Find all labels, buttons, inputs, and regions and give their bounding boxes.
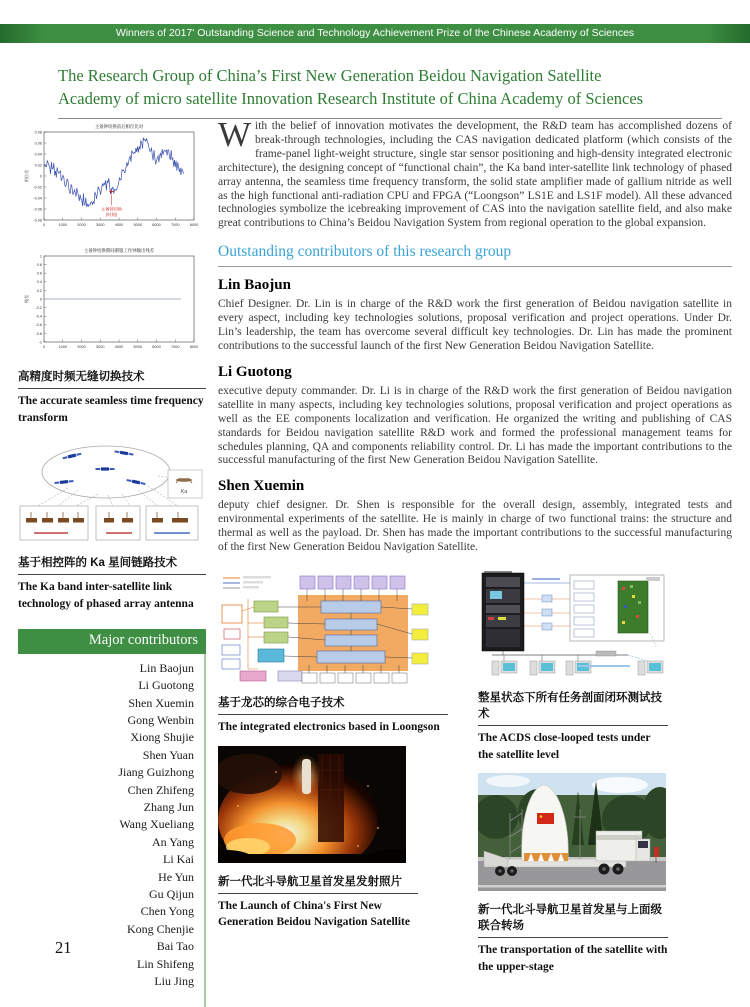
contributor-name: Bai Tao: [156, 939, 194, 954]
svg-text:1000: 1000: [58, 223, 67, 227]
page-title: [58, 64, 722, 119]
contributor-name: Gu Qijun: [149, 886, 194, 901]
contributor-bio-shen-xuemin: deputy chief designer. Dr. Shen is responsible for the overall design, assembly, integrated tests and environmental experiments of the satellite. He is mainly in charge of two functional trains: the structure and thermal as well as the payload. Dr. Shen has made the important contributions to the successful manufacturing of the first New Generation Beidou Navigation Satellite.: [218, 499, 732, 554]
svg-text:0.06: 0.06: [34, 141, 42, 146]
svg-text:7000: 7000: [171, 345, 180, 349]
contributor-bio-li-guotong: executive deputy commander. Dr. Li is in charge of the R&D work the first generation of Beidou navigation satellite in many aspects, including key technologies solutions, proposal verification and project operations as well as the EE components localization and verification. He organized the writing and publishing of CAS standards for Beidou navigation satellite R&D work and formed the professional management teams for schedules planning, QA and components reliability control. Dr. Li has made the important contributions to the successful manufacturing of the first New Generation Beidou Navigation Satellite.: [218, 384, 732, 467]
svg-text:8000: 8000: [189, 345, 199, 349]
figures-right-column: [478, 571, 668, 976]
page-title-line1: The Research Group of China’s First New Generation Beidou Navigation Satellite: [58, 66, 602, 85]
contributor-name: Liu Jing: [154, 974, 194, 988]
ka-label: Ka: [180, 489, 188, 496]
figures-grid: [218, 571, 732, 976]
timefreq-residual-chart: [18, 246, 204, 358]
loongson-block-diagram: [218, 571, 430, 684]
launch-photo: [218, 746, 406, 863]
svg-text:0.4: 0.4: [36, 280, 42, 285]
sidebar: [18, 120, 206, 1007]
svg-text:主备钟切换: 主备钟切换: [101, 206, 122, 212]
intro-paragraph: [218, 115, 732, 231]
loongson-caption: [218, 694, 448, 736]
svg-text:0.8: 0.8: [36, 263, 42, 267]
svg-text:1000: 1000: [58, 345, 67, 349]
figure2-caption: [18, 554, 206, 612]
svg-text:0.6: 0.6: [36, 271, 42, 276]
svg-text:残差: 残差: [24, 294, 29, 304]
figure2-caption-en: The Ka band inter-satellite link technology of phased array antenna: [18, 581, 194, 611]
contributor-name: Gong Wenbin: [127, 712, 194, 727]
svg-text:5000: 5000: [133, 345, 142, 349]
svg-text:2000: 2000: [77, 345, 86, 349]
svg-text:-0.6: -0.6: [35, 323, 42, 328]
acds-test-diagram: [478, 571, 668, 679]
svg-text:8000: 8000: [189, 223, 199, 227]
svg-text:-0.4: -0.4: [35, 314, 42, 319]
contributor-name: Li Kai: [163, 852, 194, 867]
transport-caption-zh: 新一代北斗导航卫星首发星与上面级联合转场: [478, 901, 668, 938]
svg-text:5000: 5000: [133, 223, 142, 227]
svg-text:相位差: 相位差: [24, 169, 29, 183]
page-title-line2: Academy of micro satellite Innovation Research Institute of China Academy of Sciences: [58, 89, 644, 109]
figure1-caption-zh: 高精度时频无缝切换技术: [18, 368, 206, 389]
acds-caption-en: The ACDS close-looped tests under the satellite level: [478, 731, 651, 761]
award-banner: Winners of 2017' Outstanding Science and Technology Achievement Prize of the Chinese Academy of Sciences: [0, 24, 750, 43]
figures-left-column: [218, 571, 448, 976]
svg-text:7000: 7000: [171, 223, 180, 227]
main-column: [218, 115, 732, 976]
acds-caption: [478, 689, 668, 763]
svg-text:0: 0: [39, 174, 42, 179]
svg-text:3000: 3000: [96, 223, 105, 227]
contributor-heading-lin-baojun: Lin Baojun: [218, 277, 291, 294]
svg-text:0.2: 0.2: [36, 288, 42, 293]
figure1-caption-en: The accurate seamless time frequency transform: [18, 395, 204, 424]
contributor-name: Wang Xueliang: [119, 817, 194, 832]
contributor-name: Zhang Jun: [143, 799, 194, 814]
contributor-name: Lin Shifeng: [137, 956, 194, 971]
svg-text:0: 0: [39, 297, 42, 302]
loongson-caption-zh: 基于龙芯的综合电子技术: [218, 694, 448, 715]
launch-caption-zh: 新一代北斗导航卫星首发星发射照片: [218, 873, 418, 894]
svg-text:0.04: 0.04: [34, 152, 42, 157]
transport-photo: [478, 773, 666, 891]
contributor-name: Li Guotong: [138, 678, 194, 693]
intro-text: ith the belief of innovation motivates the development, the R&D team has accomplished dozens of break-through technologies, including the CAS navigation dedicated platform (which consists of the frame-panel light-weight structure, single star sensor positioning and high-density integrated electronic architecture), the designing concept of “functional chain”, the Ka band inter-satellite link technology of phased array antenna, the seamless time frequency transform, the solid state amplifier made of gallium nitride as well as the high functional anti-radiation CPU and FPGA (“Loongson” LS1E and LS1F model). All these advanced technologies symbolize the icebreaking improvement of CAS into the navigation satellite field, and also make great contributions to China’s Beidou Navigation System from regional operation to the global expansion.: [218, 120, 732, 230]
svg-text:主备钟切换前后相位比对: 主备钟切换前后相位比对: [94, 124, 144, 129]
figure1-caption: [18, 368, 206, 426]
contributor-name: He Yun: [158, 869, 194, 884]
svg-text:6000: 6000: [152, 223, 161, 227]
contributor-name: Kong Chenjie: [127, 921, 194, 936]
svg-text:(时刻): (时刻): [105, 211, 118, 217]
timefreq-phase-chart: [18, 120, 204, 240]
contributors-names-list: [18, 654, 206, 1007]
contributor-name: Jiang Guizhong: [118, 765, 194, 780]
contributor-name: Chen Yong: [140, 904, 194, 919]
svg-text:0: 0: [42, 223, 46, 227]
loongson-caption-en: The integrated electronics based in Loongson: [218, 720, 440, 733]
svg-text:2000: 2000: [77, 223, 86, 227]
page-number: 21: [55, 938, 72, 957]
contributor-name: Lin Baojun: [139, 660, 194, 675]
svg-text:-0.06: -0.06: [33, 207, 42, 212]
svg-text:-1: -1: [38, 340, 42, 345]
svg-text:-0.04: -0.04: [33, 196, 42, 201]
major-contributors-banner: Major contributors: [18, 629, 206, 654]
svg-text:-0.2: -0.2: [35, 306, 42, 310]
section-heading: Outstanding contributors of this research group: [218, 243, 732, 267]
svg-text:-0.08: -0.08: [33, 218, 42, 223]
intersatellite-link-diagram: [18, 442, 206, 544]
contributor-name: Shen Yuan: [142, 747, 194, 762]
svg-text:4000: 4000: [114, 223, 124, 227]
contributor-heading-shen-xuemin: Shen Xuemin: [218, 478, 305, 495]
figure2-caption-zh: 基于相控阵的 Ka 星间链路技术: [18, 554, 206, 575]
contributor-bio-lin-baojun: Chief Designer. Dr. Lin is in charge of the R&D work the first generation of Beidou navigation satellite in every aspect, including key technologies solutions, proposal verification and project operations. Under Dr. Lin’s leadership, the team has overcome several difficult key technologies. Dr. Lin has made the prominent contributions to the successful launch of the first New Generation Beidou Navigation Satellite.: [218, 298, 732, 352]
contributor-name: Chen Zhifeng: [127, 782, 194, 797]
svg-text:0.08: 0.08: [34, 130, 42, 135]
svg-text:主备钟切换期间驯服工作钟输出残差: 主备钟切换期间驯服工作钟输出残差: [83, 248, 155, 253]
svg-text:0.02: 0.02: [34, 163, 42, 168]
svg-text:-0.02: -0.02: [33, 185, 42, 190]
svg-text:1: 1: [39, 254, 42, 259]
contributor-heading-li-guotong: Li Guotong: [218, 363, 292, 380]
contributor-name: An Yang: [151, 834, 194, 849]
drop-cap: W: [218, 115, 252, 154]
acds-caption-zh: 整星状态下所有任务剖面闭环测试技术: [478, 689, 668, 726]
svg-text:-0.8: -0.8: [35, 331, 42, 336]
transport-caption-en: The transportation of the satellite with the upper-stage: [478, 944, 668, 973]
svg-text:4000: 4000: [114, 345, 124, 349]
contributor-name: Xiong Shujie: [130, 730, 194, 745]
svg-text:6000: 6000: [152, 345, 161, 349]
svg-text:0: 0: [42, 345, 46, 349]
transport-caption: [478, 901, 668, 975]
svg-text:3000: 3000: [96, 345, 105, 349]
launch-caption: [218, 873, 418, 931]
launch-caption-en: The Launch of China's First New Generation Beidou Navigation Satellite: [218, 899, 410, 929]
contributor-name: Shen Xuemin: [128, 695, 194, 710]
